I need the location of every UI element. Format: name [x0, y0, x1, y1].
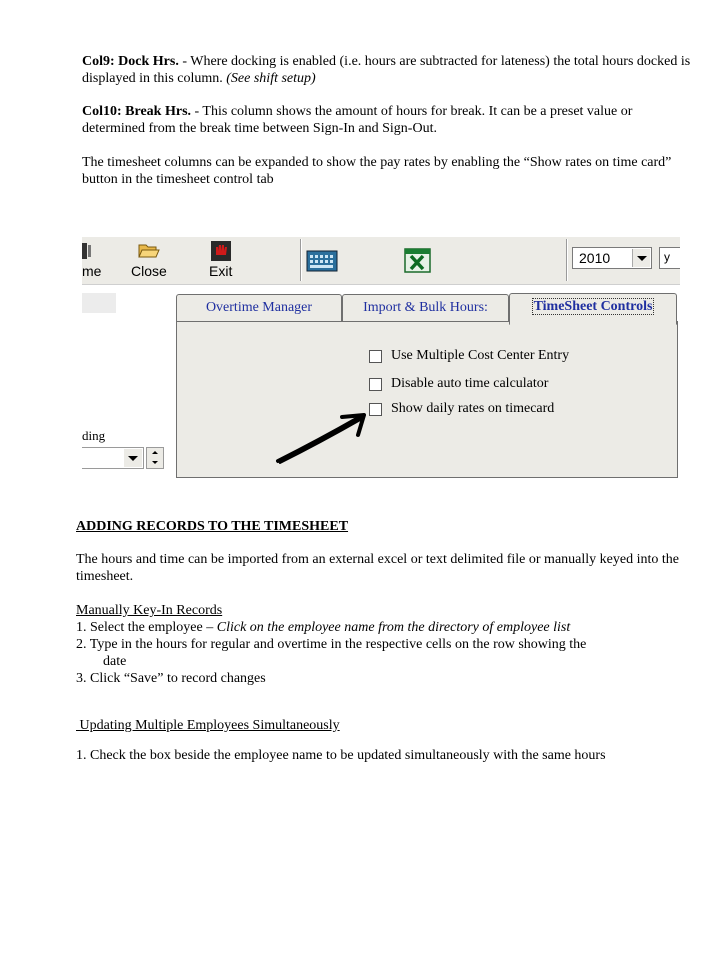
col9-heading: Col9: Dock Hrs. — [82, 54, 179, 69]
manual-step-1-italic: Click on the employee name from the directory of employee list — [216, 620, 571, 635]
exit-button[interactable]: Exit — [209, 263, 233, 279]
ding-label: ding — [82, 428, 106, 443]
timesheet-controls-panel — [176, 321, 678, 478]
adding-records-intro: The hours and time can be imported from an external excel or text delimited file or manually keyed into the timesheet. — [76, 552, 679, 584]
tab-label: Overtime Manager — [205, 300, 313, 315]
exit-hand-icon[interactable] — [210, 240, 232, 262]
manual-step-3: 3. Click “Save” to record changes — [76, 671, 266, 686]
app-screenshot — [82, 237, 680, 480]
col9-note: (See shift setup) — [226, 71, 316, 86]
year-value: 2010 — [579, 250, 611, 266]
manual-step-2: 2. Type in the hours for regular and overtime in the respective cells on the row showing the — [76, 637, 587, 652]
col9-text: - Where docking is enabled (i.e. hours are subtracted for lateness) the total hours docked is displayed in this column. — [82, 54, 691, 86]
toolbar-separator-2 — [566, 239, 568, 281]
adding-records-heading — [76, 518, 696, 535]
multi-update-heading — [76, 717, 696, 734]
pointer-arrow-icon — [272, 405, 382, 467]
chevron-down-icon[interactable] — [124, 449, 142, 467]
partial-toolbar-icon[interactable] — [82, 241, 92, 261]
left-combo[interactable] — [82, 447, 144, 469]
checkbox-label[interactable]: Use Multiple Cost Center Entry — [391, 348, 570, 363]
folder-open-icon[interactable] — [138, 241, 160, 259]
year-select[interactable] — [572, 247, 652, 269]
partial-toolbar-label[interactable]: me — [82, 263, 102, 279]
left-panel — [82, 285, 175, 480]
checkbox-label[interactable]: Show daily rates on timecard — [391, 401, 555, 416]
tab-label: Import & Bulk Hours: — [363, 300, 488, 315]
spinner-control[interactable] — [146, 447, 164, 469]
toolbar-separator — [300, 239, 302, 281]
tab-import-bulk-hours[interactable] — [342, 294, 509, 324]
close-button[interactable]: Close — [131, 263, 167, 279]
excel-icon[interactable] — [404, 248, 431, 273]
col10-paragraph — [82, 103, 692, 137]
checkbox[interactable] — [369, 378, 382, 391]
checkbox[interactable] — [369, 350, 382, 363]
left-strip — [82, 293, 116, 313]
manual-step-2-continuation: date — [103, 654, 127, 669]
manual-keyin-heading-text: Manually Key-In Records — [76, 603, 223, 618]
tab-timesheet-controls[interactable] — [509, 293, 677, 325]
partial-right-label: y — [664, 250, 670, 264]
col9-paragraph — [82, 53, 692, 87]
tab-overtime-manager[interactable] — [176, 294, 342, 324]
checkbox-label[interactable]: Disable auto time calculator — [391, 376, 549, 391]
manual-step-1-text: 1. Select the employee – — [76, 620, 217, 635]
col10-heading: Col10: Break Hrs. — [82, 104, 192, 119]
rates-paragraph: The timesheet columns can be expanded to show the pay rates by enabling the “Show rates on time card” button in the timesheet control tab — [82, 155, 672, 187]
manual-step-1 — [76, 619, 696, 636]
manual-keyin-heading — [76, 602, 686, 619]
toolbar — [82, 237, 680, 285]
tab-label: TimeSheet Controls — [533, 299, 653, 314]
calculator-icon[interactable] — [306, 250, 338, 272]
multi-update-heading-text: Updating Multiple Employees Simultaneously — [76, 718, 340, 733]
multi-update-step-1: 1. Check the box beside the employee name to be updated simultaneously with the same hours — [76, 748, 606, 763]
chevron-down-icon[interactable] — [632, 249, 650, 267]
partial-right-button[interactable] — [659, 247, 680, 269]
col10-text: - This column shows the amount of hours for break. It can be a preset value or determined from the break time between Sign-In and Sign-Out. — [82, 104, 633, 136]
adding-records-heading-text: ADDING RECORDS TO THE TIMESHEET — [76, 519, 349, 534]
